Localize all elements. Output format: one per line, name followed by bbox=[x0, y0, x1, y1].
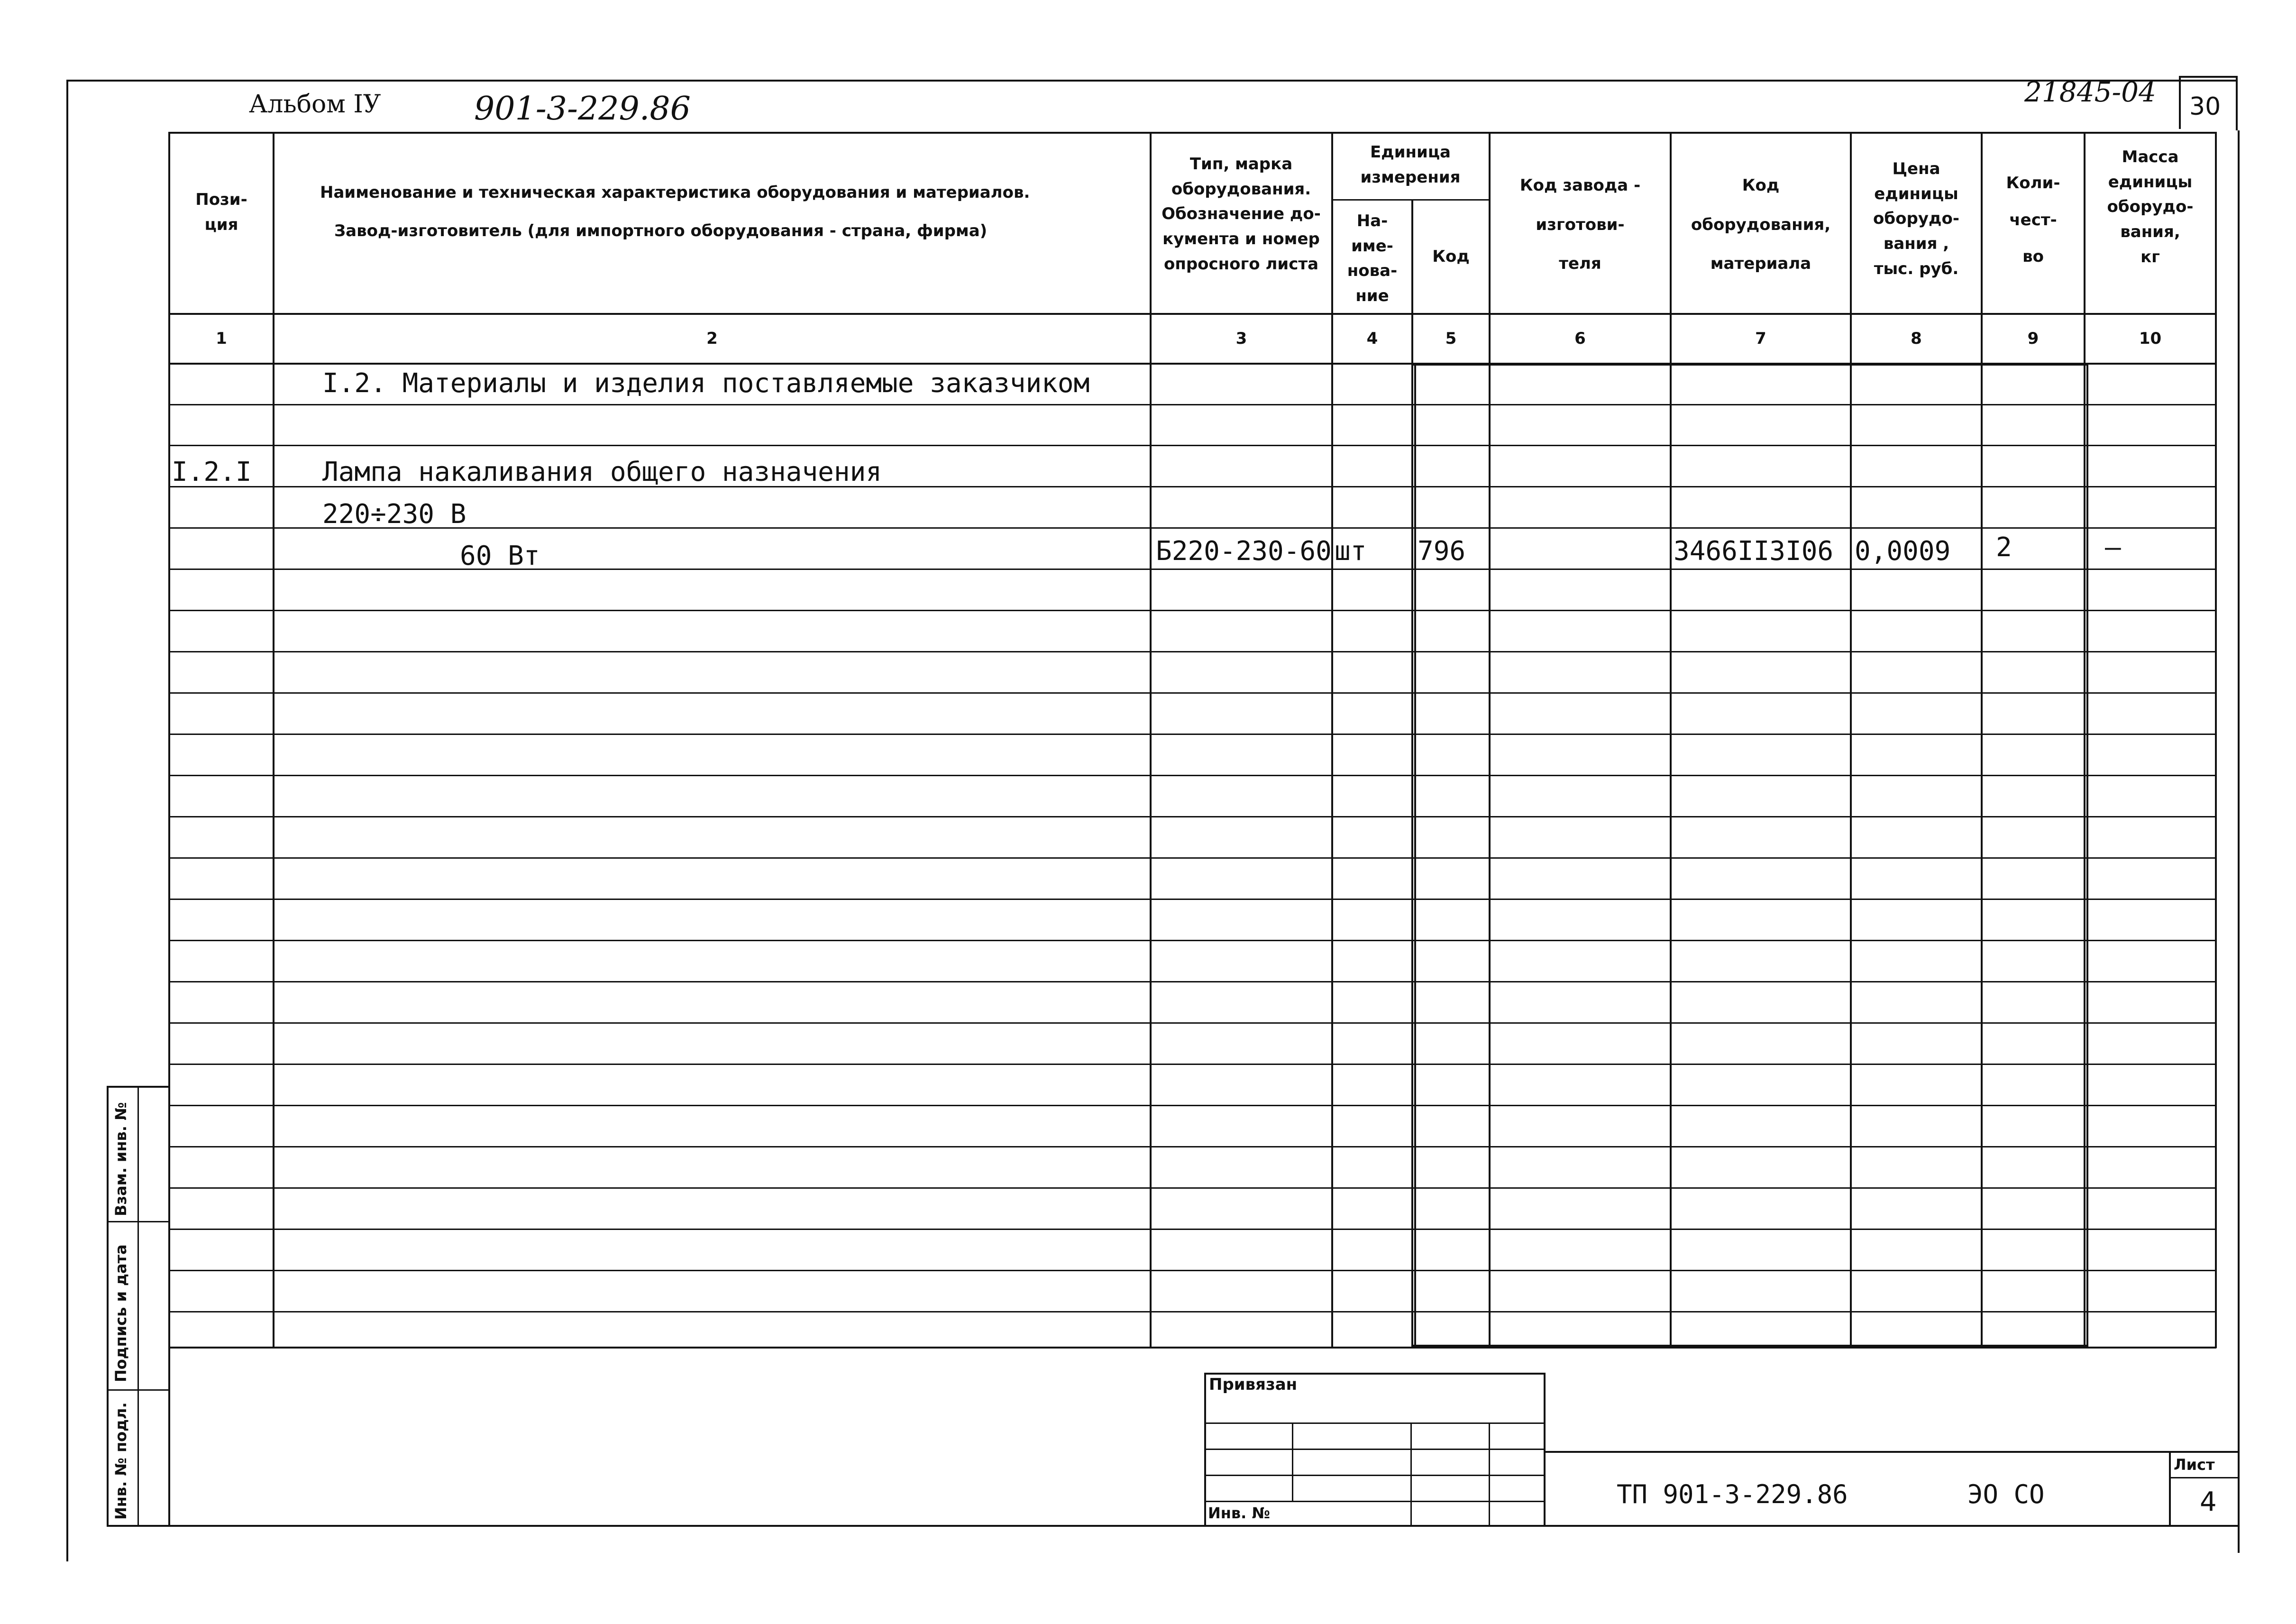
col-header-2: Наименование и техническая характеристика оборудования и материалов. Завод-изготовитель (для импортного оборудования - страна, фирма) bbox=[320, 183, 1030, 240]
col-header-5: Код bbox=[1432, 247, 1470, 266]
col-header-3: Тип, марка оборудования. Обозначение до- кумента и номер опросного листа bbox=[1162, 155, 1321, 274]
col-number-8: 8 bbox=[1911, 329, 1922, 348]
item-spec: 220÷230 В bbox=[322, 499, 467, 530]
item-position: I.2.I bbox=[172, 457, 252, 487]
section-title: I.2. Материалы и изделия поставляемые заказчиком bbox=[322, 368, 1090, 399]
col-header-1: Пози- ция bbox=[195, 190, 247, 234]
album-label: Альбом IУ bbox=[249, 90, 381, 119]
col-number-9: 9 bbox=[2027, 329, 2039, 348]
bound-label: Привязан bbox=[1209, 1375, 1298, 1394]
col-number-3: 3 bbox=[1235, 329, 1247, 348]
inv-label: Инв. № bbox=[1208, 1504, 1270, 1522]
item-unit-name: шт bbox=[1335, 536, 1367, 567]
sheet-number: 4 bbox=[2200, 1486, 2217, 1517]
item-price: 0,0009 bbox=[1855, 536, 1951, 567]
col-number-10: 10 bbox=[2139, 329, 2162, 348]
col-number-1: 1 bbox=[216, 329, 227, 348]
side-replace-inv: Взам. инв. № bbox=[112, 1102, 130, 1216]
section-code: ЭО СО bbox=[1967, 1479, 2045, 1509]
project-code: 901-3-229.86 bbox=[474, 90, 691, 128]
col-header-6: Код завода - изготови- теля bbox=[1519, 176, 1641, 274]
col-number-2: 2 bbox=[706, 329, 718, 348]
item-type-mark: Б220-230-60 bbox=[1156, 536, 1332, 567]
item-equipment-code: 3466II3I06 bbox=[1674, 536, 1834, 567]
col-header-9: Коли- чест- во bbox=[2006, 174, 2060, 266]
designation: ТП 901-3-229.86 bbox=[1617, 1479, 1848, 1509]
col-header-8: Цена единицы оборудо- вания , тыс. руб. bbox=[1873, 159, 1959, 278]
col-header-10: Масса единицы оборудо- вания, кг bbox=[2107, 147, 2194, 266]
item-mass: – bbox=[2105, 532, 2121, 563]
inventory-code: 21845-04 bbox=[2024, 76, 2156, 108]
col-number-6: 6 bbox=[1574, 329, 1586, 348]
item-unit-code: 796 bbox=[1418, 536, 1466, 567]
item-quantity: 2 bbox=[1996, 532, 2012, 563]
col-header-unit-group: Единица измерения bbox=[1360, 143, 1461, 187]
side-inv-orig: Инв. № подл. bbox=[112, 1402, 130, 1520]
page-number: 30 bbox=[2189, 92, 2221, 121]
sheet-label: Лист bbox=[2174, 1456, 2215, 1474]
col-number-7: 7 bbox=[1755, 329, 1766, 348]
side-sign-date: Подпись и дата bbox=[112, 1244, 130, 1382]
col-number-4: 4 bbox=[1366, 329, 1378, 348]
item-name: Лампа накаливания общего назначения bbox=[322, 457, 882, 487]
col-header-4: На- име- нова- ние bbox=[1347, 211, 1398, 306]
item-power: 60 Вт bbox=[460, 541, 540, 571]
col-header-7: Код оборудования, материала bbox=[1691, 176, 1831, 274]
col-number-5: 5 bbox=[1445, 329, 1457, 348]
